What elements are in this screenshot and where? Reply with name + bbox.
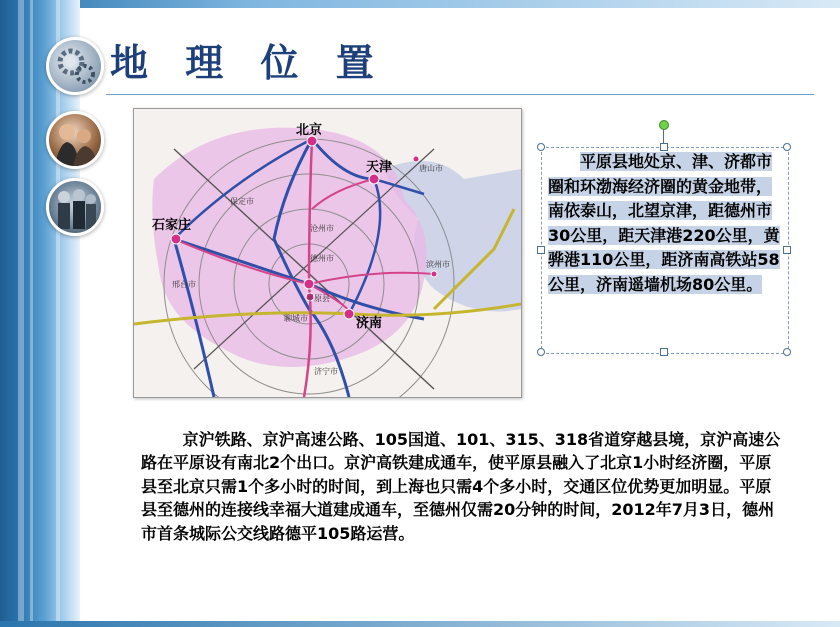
top-decorative-bar (0, 0, 840, 8)
map-label-pingyuan: 平原县 (306, 294, 330, 303)
resize-handle-right[interactable] (783, 246, 791, 254)
map-label-tangshan: 唐山市 (419, 164, 443, 173)
location-summary-text[interactable] (548, 150, 780, 298)
regional-location-map (133, 108, 522, 398)
map-label-shijiazhuang: 石家庄 (152, 218, 192, 233)
businesspeople-photo-icon (46, 111, 104, 169)
map-label-baoding: 保定市 (230, 197, 254, 206)
map-label-dezhou: 德州市 (310, 254, 334, 263)
rotation-handle[interactable] (659, 120, 669, 130)
title-divider (106, 94, 814, 95)
map-label-beijing: 北京 (296, 123, 323, 138)
page-title: 地 理 位 置 (110, 41, 386, 85)
rotation-handle-stem (663, 128, 664, 144)
resize-handle-top-left[interactable] (537, 143, 545, 151)
map-label-jinan: 济南 (356, 316, 383, 331)
bottom-decorative-bar (0, 621, 840, 627)
map-label-cangzhou: 沧州市 (310, 224, 334, 233)
resize-handle-bottom-right[interactable] (783, 348, 791, 356)
map-label-jining: 济宁市 (314, 367, 338, 376)
transport-paragraph: 京沪铁路、京沪高速公路、105国道、101、315、318省道穿越县境，京沪高速公路在平原设有南北2个出口。京沪高铁建成通车，使平原县融入了北京1小时经济圈，平原县至北京只需1个多小时的时间，到上海也只需4个多小时，交通区位优势更加明显。平原县至德州的连接线幸福大道建成通车，至德州仅需20分钟的时间，2012年7月3日，德州市首条城际公交线路德平105路运营。 (141, 430, 781, 543)
gear-photo-icon (46, 37, 104, 95)
resize-handle-top-right[interactable] (783, 143, 791, 151)
resize-handle-left[interactable] (537, 246, 545, 254)
map-label-liaocheng: 聊城市 (284, 314, 308, 323)
selected-text: 平原县地处京、津、济都市圈和环渤海经济圈的黄金地带，南依泰山，北望京津，距德州市30公里，距天津港220公里，黄骅港110公里，距济南高铁站58公里，济南遥墙机场80公里。 (548, 152, 780, 294)
map-label-xingtai: 邢台市 (172, 280, 196, 289)
business-group-photo-icon (46, 178, 104, 236)
map-label-tianjin: 天津 (366, 160, 393, 175)
map-label-binzhou: 滨州市 (426, 260, 450, 269)
resize-handle-bottom[interactable] (660, 348, 668, 356)
resize-handle-bottom-left[interactable] (537, 348, 545, 356)
